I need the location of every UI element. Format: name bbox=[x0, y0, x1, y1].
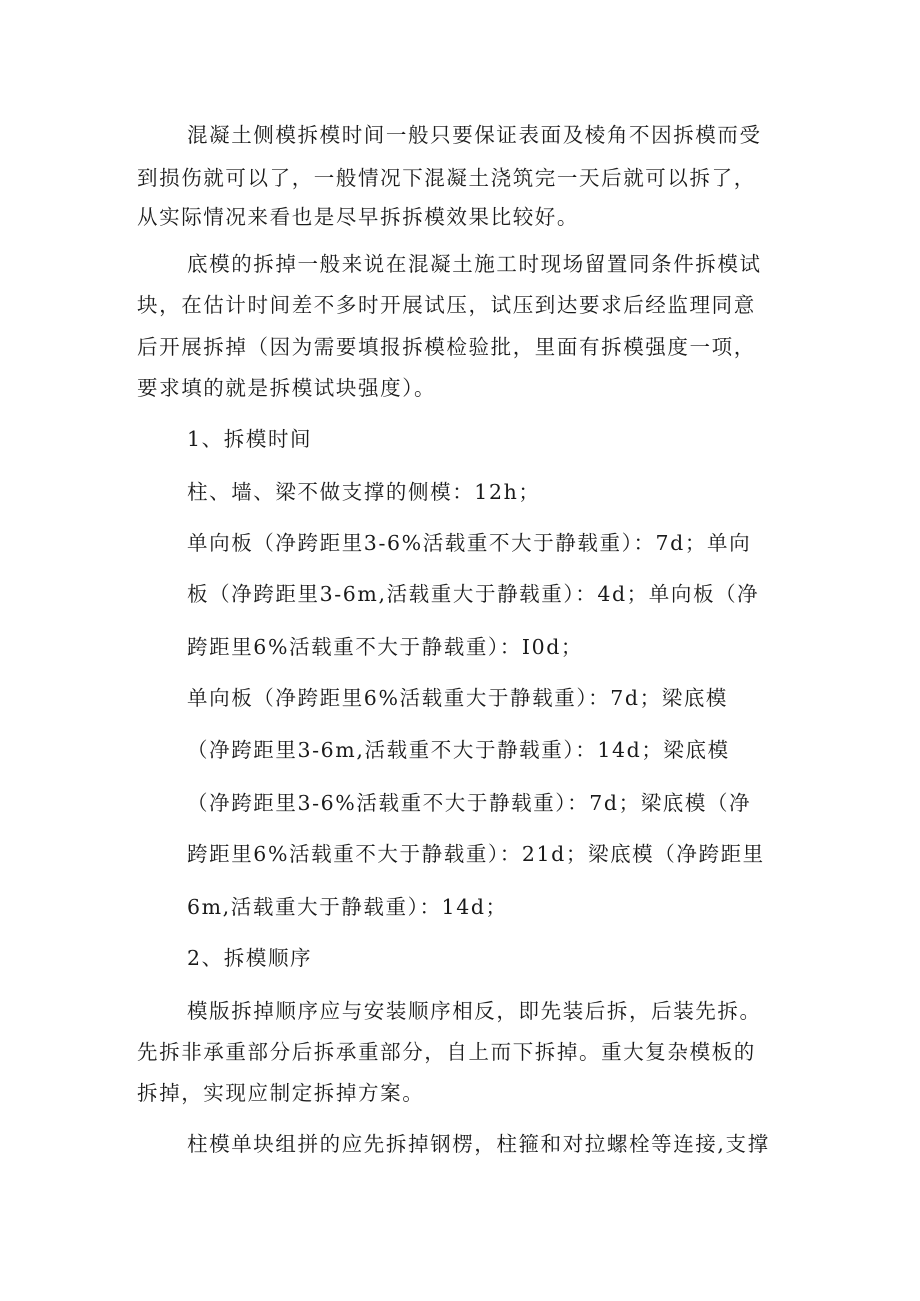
paragraph-2-line-2: 块，在估计时间差不多时开展试压，试压到达要求后经监理同意 bbox=[137, 293, 756, 317]
paragraph-5-line-1: 单向板（净跨距里6%活载重大于静载重）：7d；梁底模 bbox=[187, 686, 729, 710]
paragraph-5-line-2: （净跨距里3-6m,活载重不大于静载重）：14d；梁底模 bbox=[187, 738, 730, 762]
section-heading-1: 1、拆模时间 bbox=[187, 427, 313, 451]
paragraph-6-line-3: 拆掉，实现应制定拆掉方案。 bbox=[137, 1081, 425, 1105]
paragraph-5-line-4: 跨距里6%活载重不大于静载重）：21d；梁底模（净跨距里 bbox=[187, 842, 765, 866]
paragraph-5-line-3: （净跨距里3-6%活载重不大于静载重）：7d；梁底模（净 bbox=[187, 791, 752, 815]
paragraph-7-line-1: 柱模单块组拼的应先拆掉钢楞，柱箍和对拉螺栓等连接,支撑 bbox=[187, 1132, 770, 1156]
paragraph-2-line-3: 后开展拆掉（因为需要填报拆模检验批，里面有拆模强度一项， bbox=[137, 335, 756, 359]
paragraph-4-line-2: 板（净跨距里3-6m,活载重大于静载重）：4d；单向板（净 bbox=[187, 582, 760, 606]
paragraph-6-line-2: 先拆非承重部分后拆承重部分，自上而下拆掉。重大复杂模板的 bbox=[137, 1040, 756, 1064]
paragraph-4-line-3: 跨距里6%活载重不大于静载重）：I0d； bbox=[187, 635, 584, 659]
paragraph-6-line-1: 模版拆掉顺序应与安装顺序相反，即先装后拆，后装先拆。 bbox=[187, 999, 762, 1023]
paragraph-2-line-4: 要求填的就是拆模试块强度）。 bbox=[137, 376, 437, 400]
paragraph-4-line-1: 单向板（净跨距里3-6%活载重不大于静载重）：7d；单向 bbox=[187, 531, 752, 555]
paragraph-1-line-1: 混凝土侧模拆模时间一般只要保证表面及棱角不因拆模而受 bbox=[187, 123, 762, 147]
paragraph-5-line-5: 6m,活载重大于静载重）：14d； bbox=[187, 895, 508, 919]
section-heading-2: 2、拆模顺序 bbox=[187, 946, 313, 970]
paragraph-3-line-1: 柱、墙、梁不做支撑的侧模：12h； bbox=[187, 480, 541, 504]
paragraph-2-line-1: 底模的拆掉一般来说在混凝土施工时现场留置同条件拆模试 bbox=[187, 252, 762, 276]
paragraph-1-line-3: 从实际情况来看也是尽早拆拆模效果比较好。 bbox=[137, 205, 579, 229]
paragraph-1-line-2: 到损伤就可以了，一般情况下混凝土浇筑完一天后就可以拆了， bbox=[137, 166, 756, 190]
